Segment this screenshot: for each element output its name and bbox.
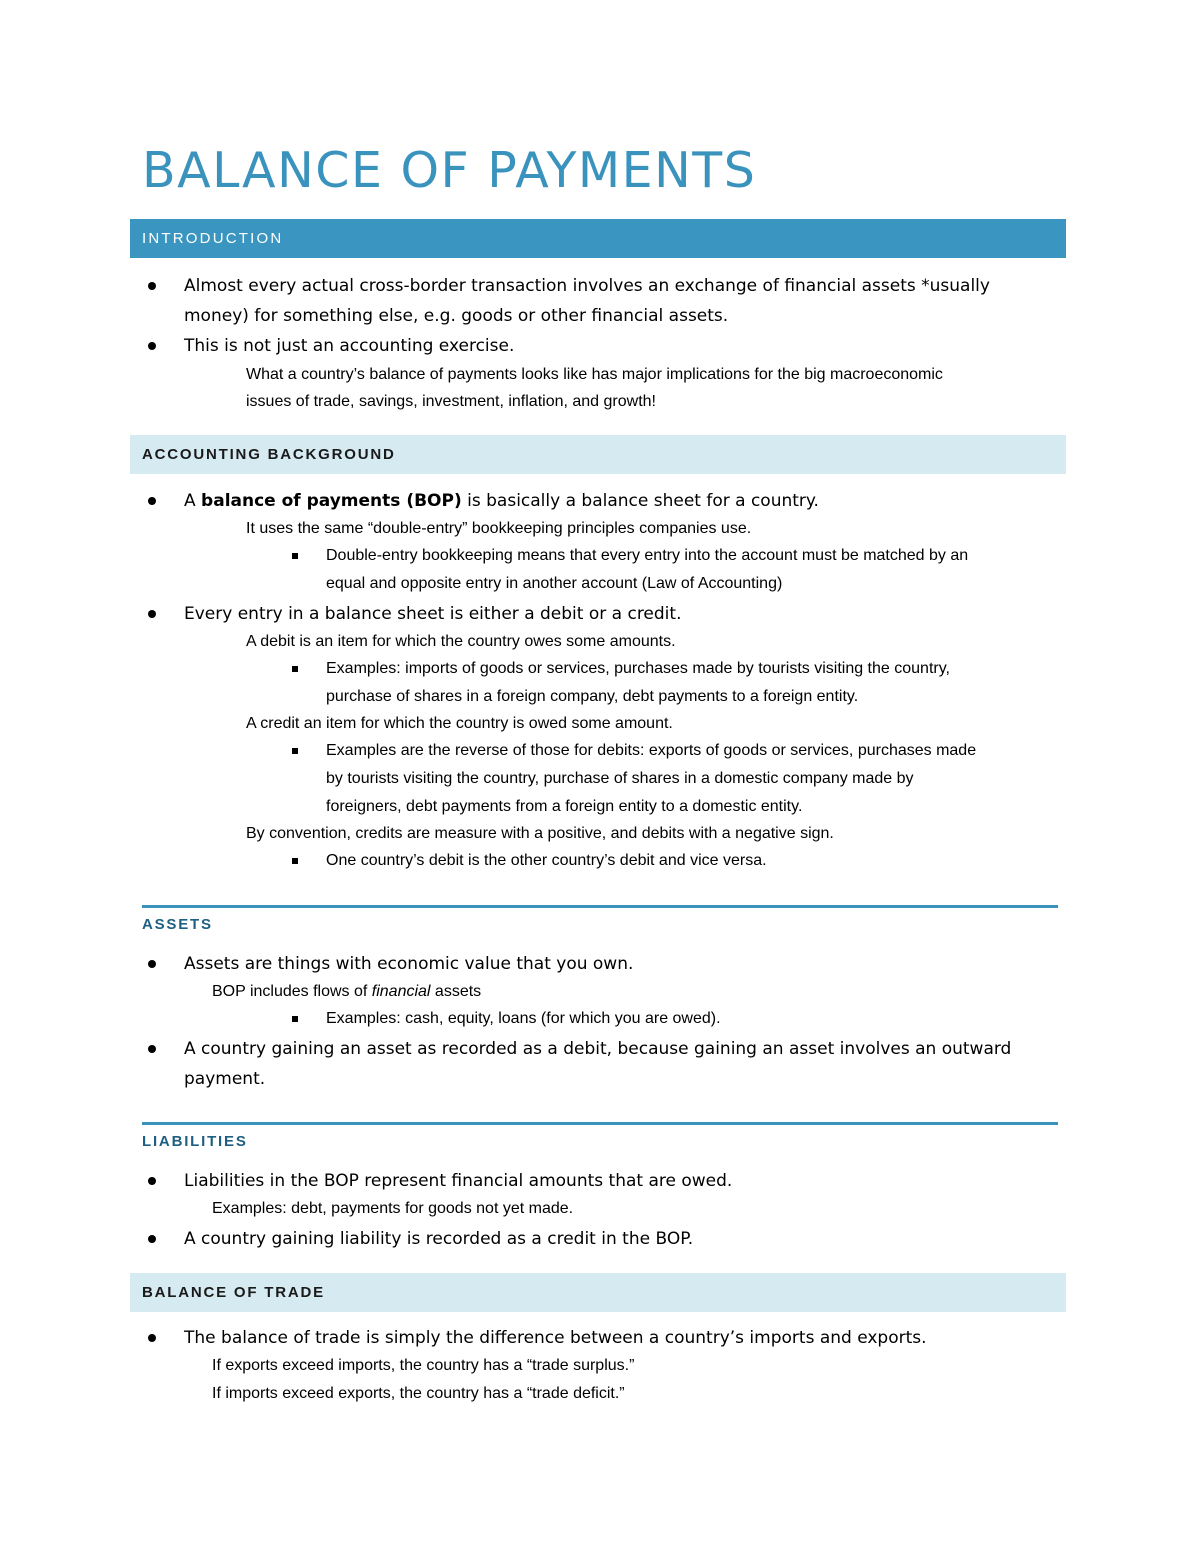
accounting-sub-4a: One country’s debit is the other country’s debit and vice versa. (326, 852, 767, 869)
section-heading-accounting: ACCOUNTING BACKGROUND (130, 435, 1066, 474)
accounting-sub-3: A credit an item for which the country is owed some amount. (246, 715, 673, 732)
assets-sub-1: BOP includes flows of financial assets (212, 983, 482, 1000)
section-heading-introduction: INTRODUCTION (130, 219, 1066, 258)
accounting-sub-3a-line-1: Examples are the reverse of those for debits: exports of goods or services, purchases made (326, 742, 977, 759)
accounting-bullet-1: A balance of payments (BOP) is basically a balance sheet for a country. (184, 491, 819, 511)
bullet-icon (148, 497, 156, 505)
section-heading-trade: BALANCE OF TRADE (130, 1273, 1066, 1312)
section-heading-liabilities: LIABILITIES (142, 1133, 248, 1150)
square-bullet-icon (292, 748, 298, 754)
accounting-sub-2: A debit is an item for which the country owes some amounts. (246, 633, 676, 650)
liabilities-bullet-1: Liabilities in the BOP represent financial amounts that are owed. (184, 1171, 733, 1191)
accounting-sub-2a-line-1: Examples: imports of goods or services, purchases made by tourists visiting the country, (326, 660, 950, 677)
accounting-sub-4: By convention, credits are measure with a positive, and debits with a negative sign. (246, 825, 834, 842)
assets-sub-1a: Examples: cash, equity, loans (for which you are owed). (326, 1010, 721, 1027)
liabilities-sub-1: Examples: debt, payments for goods not yet made. (212, 1200, 574, 1217)
square-bullet-icon (292, 553, 298, 559)
accounting-sub-3a-line-2: by tourists visiting the country, purchase of shares in a domestic company made by (326, 770, 914, 787)
intro-sub-1-line-1: What a country’s balance of payments looks like has major implications for the big macroeconomic (246, 366, 943, 383)
assets-bullet-2-line-1: A country gaining an asset as recorded as a debit, because gaining an asset involves an outward (184, 1039, 1012, 1059)
accounting-sub-3a-line-3: foreigners, debt payments from a foreign entity to a domestic entity. (326, 798, 803, 815)
accounting-sub-1a-line-1: Double-entry bookkeeping means that every entry into the account must be matched by an (326, 547, 969, 564)
assets-bullet-2-line-2: payment. (184, 1069, 266, 1089)
accounting-bullet-2: Every entry in a balance sheet is either a debit or a credit. (184, 604, 682, 624)
bullet-icon (148, 1177, 156, 1185)
intro-bullet-2: This is not just an accounting exercise. (184, 336, 515, 356)
bullet-icon (148, 1235, 156, 1243)
trade-bullet-1: The balance of trade is simply the difference between a country’s imports and exports. (184, 1328, 927, 1348)
bullet-icon (148, 610, 156, 618)
trade-sub-1: If exports exceed imports, the country has a “trade surplus.” (212, 1357, 635, 1374)
assets-bullet-1: Assets are things with economic value that you own. (184, 954, 634, 974)
square-bullet-icon (292, 666, 298, 672)
bullet-icon (148, 282, 156, 290)
accounting-sub-1a-line-2: equal and opposite entry in another account (Law of Accounting) (326, 575, 783, 592)
intro-bullet-1-line-2: money) for something else, e.g. goods or other financial assets. (184, 306, 729, 326)
accounting-sub-2a-line-2: purchase of shares in a foreign company, debt payments to a foreign entity. (326, 688, 859, 705)
intro-bullet-1-line-1: Almost every actual cross-border transaction involves an exchange of financial assets *usually (184, 276, 990, 296)
accounting-sub-1: It uses the same “double-entry” bookkeeping principles companies use. (246, 520, 752, 537)
bullet-icon (148, 1045, 156, 1053)
bullet-icon (148, 960, 156, 968)
liabilities-bullet-2: A country gaining liability is recorded as a credit in the BOP. (184, 1229, 694, 1249)
square-bullet-icon (292, 1016, 298, 1022)
section-rule (142, 905, 1058, 908)
intro-sub-1-line-2: issues of trade, savings, investment, inflation, and growth! (246, 393, 656, 410)
section-heading-assets: ASSETS (142, 916, 213, 933)
trade-sub-2: If imports exceed exports, the country has a “trade deficit.” (212, 1385, 625, 1402)
section-rule (142, 1122, 1058, 1125)
page-title: BALANCE OF PAYMENTS (142, 142, 757, 199)
bullet-icon (148, 1334, 156, 1342)
square-bullet-icon (292, 858, 298, 864)
bullet-icon (148, 342, 156, 350)
